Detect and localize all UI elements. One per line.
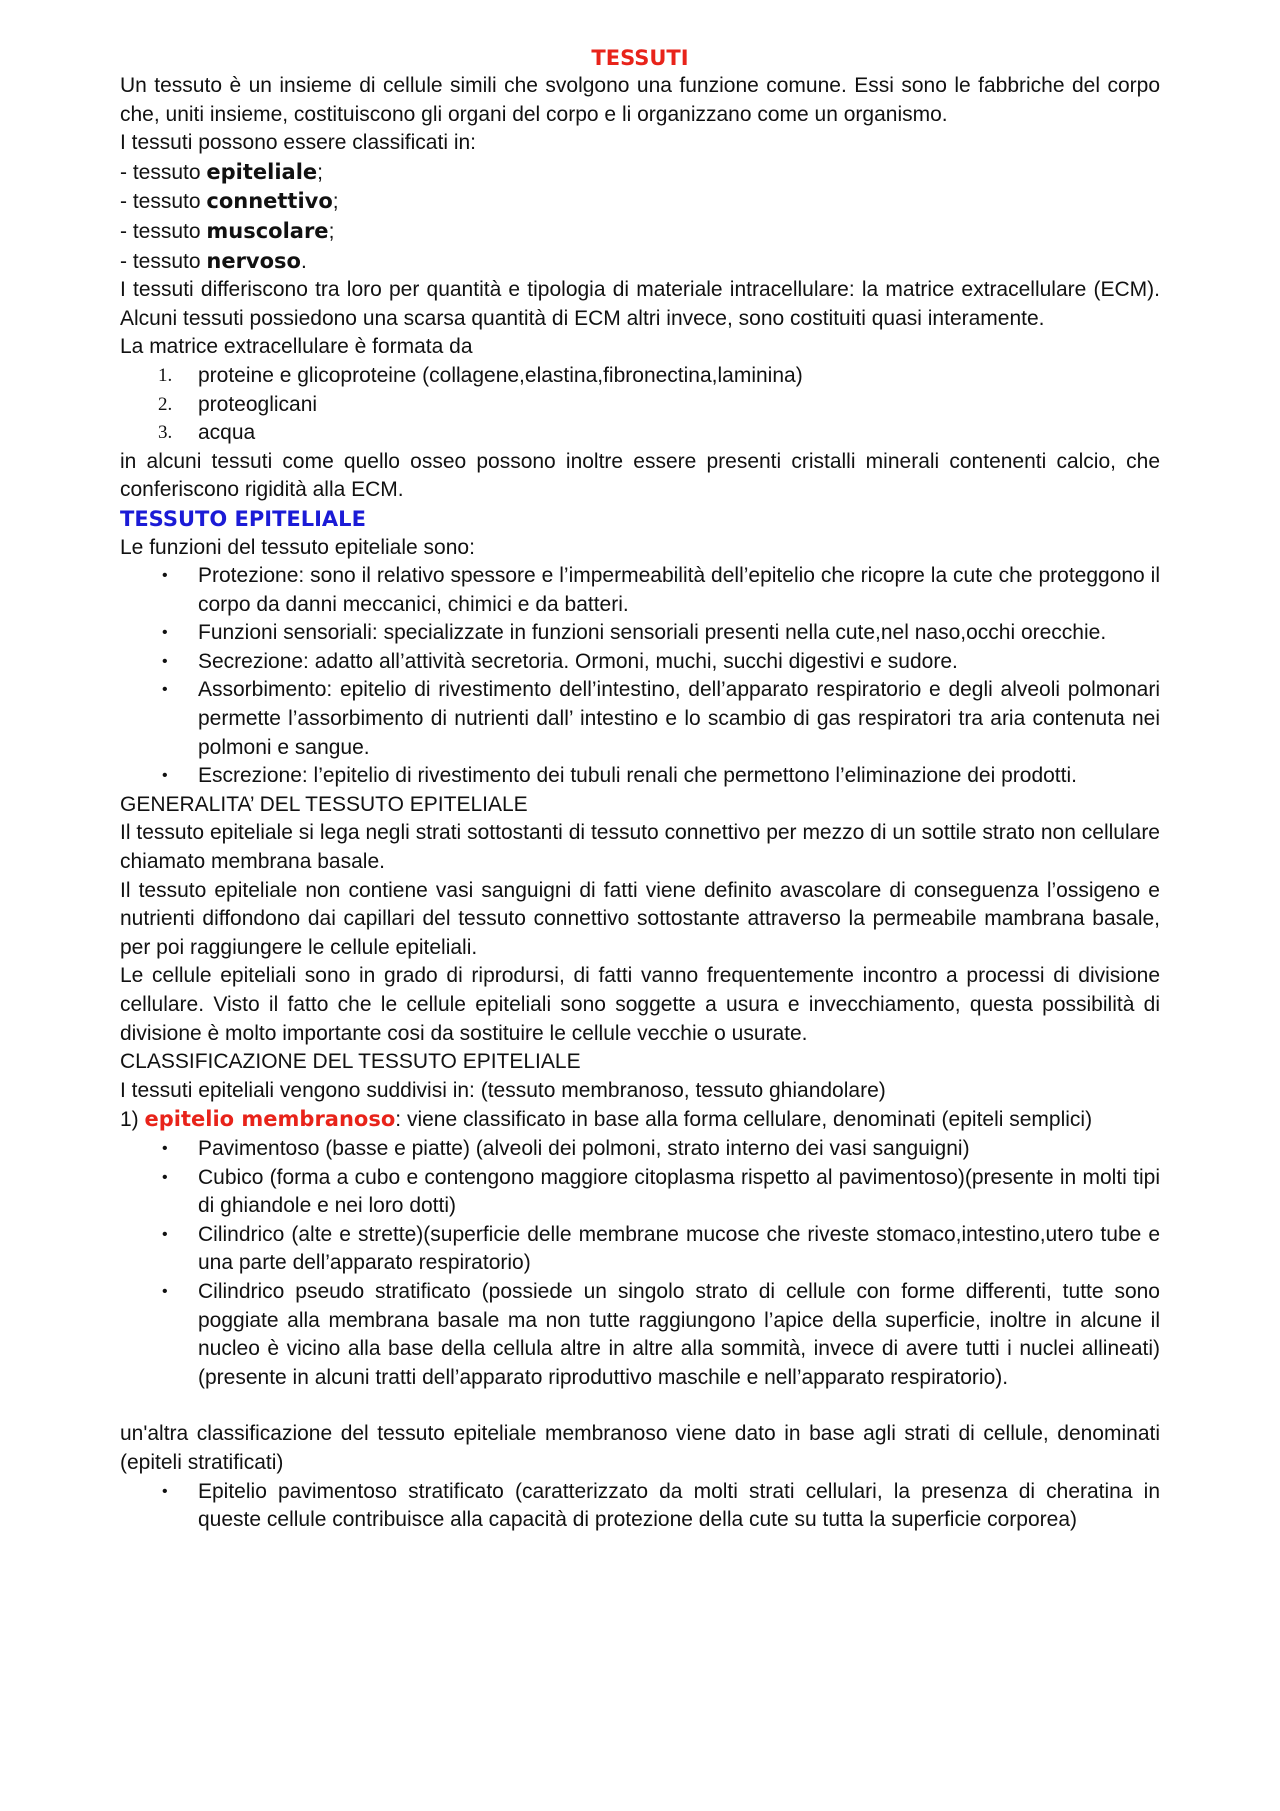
paragraph: Le cellule epiteliali sono in grado di riprodursi, di fatti vanno frequentemente incontro a processi di divisione cellulare. Visto il fatto che le cellule epiteliali sono soggette a usura e invecchiamento, questa possibilità di divisione è molto importante cosi da sostituire le cellule vecchie o usurate. bbox=[120, 964, 1160, 1045]
bullet-icon: • bbox=[162, 1225, 168, 1243]
minerals-paragraph: in alcuni tessuti come quello osseo possono inoltre essere presenti cristalli minerali contenenti calcio, che conferiscono rigidità alla ECM. bbox=[120, 449, 1160, 502]
list-item: • Cilindrico (alte e strette)(superficie delle membrane mucose che riveste stomaco,intestino,utero tube e una parte dell’apparato respiratorio) bbox=[162, 1222, 1160, 1275]
ecm-composition-intro: La matrice extracellulare è formata da bbox=[120, 335, 473, 359]
bullet-icon: • bbox=[162, 1482, 168, 1500]
tissue-type-item: - tessuto epiteliale; bbox=[120, 159, 323, 184]
list-item: 1. proteine e glicoproteine (collagene,elastina,fibronectina,laminina) bbox=[158, 363, 803, 387]
bullet-icon: • bbox=[162, 624, 168, 642]
list-item: • Cilindrico pseudo stratificato (possiede un singolo strato di cellule con forme differenti, tutte sono poggiate alla membrana basale ma non tutte raggiungono l’apice della superficie, inoltre in alcune il nucleo è vicino alla base della cellula altre in altre alla sommità, invece di avere tutti i nuclei allineati)(presente in alcuni tratti dell’apparato riproduttivo maschile e nell’apparato respiratorio). bbox=[162, 1279, 1160, 1389]
functions-intro: Le funzioni del tessuto epiteliale sono: bbox=[120, 535, 475, 559]
list-item: 3. acqua bbox=[158, 421, 256, 445]
ecm-paragraph: I tessuti differiscono tra loro per quantità e tipologia di materiale intracellulare: la matrice extracellulare (ECM). Alcuni tessuti possiedono una scarsa quantità di ECM altri invece, sono costituiti quasi interamente. bbox=[120, 278, 1160, 330]
list-item: • Assorbimento: epitelio di rivestimento dell’intestino, dell’apparato respiratorio e degli alveoli polmonari permette l’assorbimento di nutrienti dall’ intestino e lo scambio di gas respiratori tra aria contenuta nei polmoni e sangue. bbox=[162, 678, 1160, 759]
bullet-icon: • bbox=[162, 767, 168, 785]
bullet-icon: • bbox=[162, 1168, 168, 1186]
tissue-type-item: - tessuto connettivo; bbox=[120, 189, 339, 214]
bullet-icon: • bbox=[162, 1282, 168, 1300]
bullet-icon: • bbox=[162, 681, 168, 699]
list-item: • Cubico (forma a cubo e contengono maggiore citoplasma rispetto al pavimentoso)(presente in molti tipi di ghiandole e nei loro dotti) bbox=[162, 1165, 1160, 1218]
ecm-components-list bbox=[120, 362, 1160, 448]
tissue-type-name: connettivo bbox=[206, 189, 333, 214]
blank-line bbox=[120, 1392, 1160, 1420]
list-item: • Protezione: sono il relativo spessore e l’impermeabilità dell’epitelio che ricopre la cute che proteggono il corpo da danni meccanici, chimici e da batteri. bbox=[162, 564, 1160, 616]
epiteli-semplici-list bbox=[120, 1135, 1160, 1392]
paragraph: Il tessuto epiteliale non contiene vasi sanguigni di fatti viene definito avascolare di conseguenza l’ossigeno e nutrienti diffondono dai capillari del tessuto connettivo sottostante attraverso la permeabile mambrana basale, per poi raggiungere le cellule epiteliali. bbox=[120, 878, 1160, 959]
paragraph: I tessuti epiteliali vengono suddivisi in: (tessuto membranoso, tessuto ghiandolare) bbox=[120, 1078, 886, 1102]
page-title: TESSUTI bbox=[591, 46, 689, 70]
tissue-type-name: muscolare bbox=[206, 218, 329, 243]
bullet-icon: • bbox=[162, 1139, 168, 1157]
list-item: • Epitelio pavimentoso stratificato (caratterizzato da molti strati cellulari, la presenza di cheratina in queste cellule contribuisce alla capacità di protezione della cute su tutta la superficie corporea) bbox=[162, 1479, 1160, 1532]
membranoso-item: 1) epitelio membranoso: viene classificato in base alla forma cellulare, denominati (epiteli semplici) bbox=[120, 1107, 1093, 1132]
list-item: • Funzioni sensoriali: specializzate in funzioni sensoriali presenti nella cute,nel naso,occhi orecchie. bbox=[120, 619, 1160, 648]
section-heading-epiteliale: TESSUTO EPITELIALE bbox=[120, 506, 366, 531]
tissue-type-name: epiteliale bbox=[206, 159, 318, 184]
tissue-types-list bbox=[120, 158, 1160, 276]
section-heading-classificazione: CLASSIFICAZIONE DEL TESSUTO EPITELIALE bbox=[120, 1050, 581, 1074]
list-item: • Pavimentoso (basse e piatte) (alveoli dei polmoni, strato interno dei vasi sanguigni) bbox=[120, 1135, 1160, 1164]
tissue-type-item: - tessuto muscolare; bbox=[120, 218, 335, 243]
tissue-type-item: - tessuto nervoso. bbox=[120, 248, 307, 273]
paragraph: un'altra classificazione del tessuto epiteliale membranoso viene dato in base agli strati di cellule, denominati (epiteli stratificati) bbox=[120, 1422, 1160, 1474]
bullet-icon: • bbox=[162, 652, 168, 670]
tissue-type-name: nervoso bbox=[206, 248, 301, 273]
functions-list bbox=[120, 562, 1160, 791]
paragraph: Il tessuto epiteliale si lega negli strati sottostanti di tessuto connettivo per mezzo di un sottile strato non cellulare chiamato membrana basale. bbox=[120, 821, 1160, 874]
membranoso-term: epitelio membranoso bbox=[144, 1107, 396, 1132]
list-item: 2. proteoglicani bbox=[158, 392, 318, 416]
list-item: • Secrezione: adatto all’attività secretoria. Ormoni, muchi, succhi digestivi e sudore. bbox=[120, 648, 1160, 677]
intro-paragraph: Un tessuto è un insieme di cellule simili che svolgono una funzione comune. Essi sono le fabbriche del corpo che, uniti insieme, costituiscono gli organi del corpo e li organizzano come un organismo. bbox=[120, 74, 1160, 126]
classification-intro: I tessuti possono essere classificati in: bbox=[120, 131, 476, 155]
bullet-icon: • bbox=[162, 567, 168, 585]
epiteli-stratificati-list bbox=[120, 1478, 1160, 1535]
section-heading-generalita: GENERALITA’ DEL TESSUTO EPITELIALE bbox=[120, 792, 528, 816]
list-item: • Escrezione: l’epitelio di rivestimento dei tubuli renali che permettono l’eliminazione dei prodotti. bbox=[120, 762, 1160, 791]
